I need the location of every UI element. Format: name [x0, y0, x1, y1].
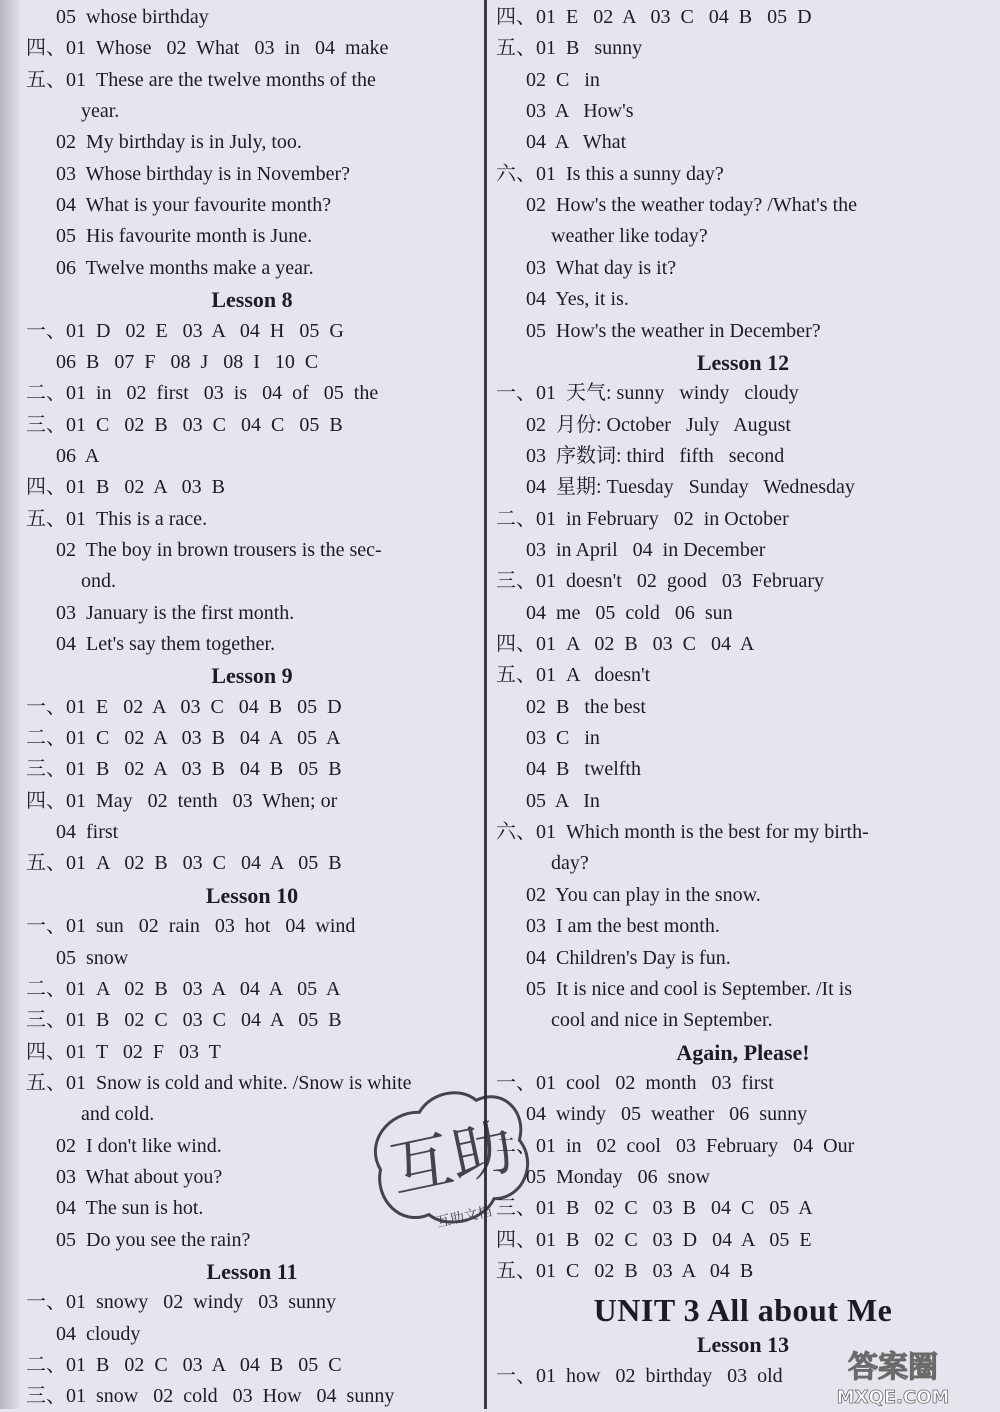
answer-line: 五、01 C 02 B 03 A 04 B — [496, 1260, 754, 1282]
stamp-subtext: 互助文档 — [435, 1203, 494, 1231]
answer-line: 04 Yes, it is. — [496, 288, 629, 311]
answer-line: 04 Let's say them together. — [26, 633, 276, 655]
answer-line: 一、01 sun 02 rain 03 hot 04 wind — [26, 915, 356, 938]
answer-line: 02 My birthday is in July, too. — [26, 131, 302, 154]
answer-line: 二、01 in 02 cool 03 February 04 Our — [496, 1134, 855, 1157]
answer-line: 03 What day is it? — [496, 256, 677, 279]
answer-line: 四、01 B 02 C 03 D 04 A 05 E — [496, 1228, 812, 1251]
answer-line: year. — [26, 100, 120, 123]
answer-line: 四、01 T 02 F 03 T — [26, 1040, 221, 1063]
answer-line: 06 Twelve months make a year. — [26, 256, 314, 279]
answer-line: 02 C in — [496, 68, 600, 91]
answer-line: 02 月份: October July August — [496, 413, 791, 436]
answer-line: 二、01 A 02 B 03 A 04 A 05 A — [26, 977, 341, 1000]
answer-line: 05 His favourite month is June. — [26, 225, 313, 248]
answer-line: 六、01 Which month is the best for my birth- — [496, 821, 869, 844]
answer-line: 五、01 This is a race. — [26, 507, 208, 530]
answer-line: 04 cloudy — [26, 1322, 141, 1345]
lesson-heading: Lesson 13 — [696, 1332, 790, 1358]
answer-line: 05 A In — [496, 789, 600, 812]
answer-line: 一、01 D 02 E 03 A 04 H 05 G — [26, 319, 344, 342]
lesson-heading: Again, Please! — [676, 1039, 810, 1065]
answer-line: 05 Do you see the rain? — [26, 1228, 251, 1251]
answer-line: and cold. — [26, 1103, 155, 1126]
stamp-text: 互助 — [383, 1109, 520, 1207]
answer-line: 03 January is the first month. — [26, 601, 295, 624]
answer-line: 三、01 C 02 B 03 C 04 C 05 B — [26, 413, 343, 436]
answer-line: 二、01 C 02 A 03 B 04 A 05 A — [26, 727, 341, 750]
answer-line: 04 Children's Day is fun. — [496, 946, 731, 969]
answer-line: 三、01 B 02 C 03 C 04 A 05 B — [26, 1009, 342, 1032]
answer-line: 三、01 snow 02 cold 03 How 04 sunny — [26, 1385, 395, 1408]
answer-line: 06 A — [26, 444, 100, 467]
answer-line: 一、01 E 02 A 03 C 04 B 05 D — [26, 695, 342, 718]
answer-line: 三、01 B 02 A 03 B 04 B 05 B — [26, 758, 342, 781]
answer-line: cool and nice in September. — [496, 1009, 773, 1032]
lesson-heading: Lesson 8 — [211, 287, 293, 313]
answer-line: 四、01 B 02 A 03 B — [26, 476, 225, 499]
answer-line: 六、01 Is this a sunny day? — [496, 162, 724, 185]
answer-line: 四、01 E 02 A 03 C 04 B 05 D — [496, 6, 812, 28]
page-edge — [0, 0, 22, 1409]
watermark-url: MXQE.COM — [836, 1387, 950, 1408]
answer-line: 03 I am the best month. — [496, 915, 720, 938]
answer-line: 02 B the best — [496, 695, 646, 718]
answer-line: 04 B twelfth — [496, 758, 641, 781]
answer-line: 05 How's the weather in December? — [496, 319, 821, 342]
answer-line: 四、01 May 02 tenth 03 When; or — [26, 789, 338, 812]
answer-line: day? — [496, 852, 589, 875]
answer-line: weather like today? — [496, 225, 708, 248]
answer-line: 04 windy 05 weather 06 sunny — [496, 1103, 808, 1126]
answer-line: 五、01 A doesn't — [496, 664, 651, 687]
watermark-text: 答案圈 — [848, 1350, 938, 1385]
answer-line: 四、01 Whose 02 What 03 in 04 make — [26, 37, 389, 60]
answer-line: 05 Monday 06 snow — [496, 1165, 710, 1188]
answer-line: 一、01 how 02 birthday 03 old — [496, 1364, 783, 1387]
lesson-heading: Lesson 11 — [206, 1259, 298, 1284]
answer-line: 五、01 These are the twelve months of the — [26, 68, 376, 91]
answer-line: 02 You can play in the snow. — [496, 883, 761, 906]
answer-line: 03 What about you? — [26, 1165, 223, 1188]
answer-line: 04 me 05 cold 06 sun — [496, 601, 733, 624]
answer-line: 03 Whose birthday is in November? — [26, 162, 351, 185]
lesson-heading: Lesson 12 — [696, 349, 790, 375]
answer-line: 二、01 B 02 C 03 A 04 B 05 C — [26, 1354, 342, 1377]
answer-line: 05 snow — [26, 946, 129, 969]
answer-line: 04 What is your favourite month? — [26, 194, 332, 217]
answer-line: ond. — [26, 570, 116, 593]
answer-line: 03 序数词: third fifth second — [496, 444, 785, 467]
answer-line: 三、01 B 02 C 03 B 04 C 05 A — [496, 1197, 813, 1220]
answer-line: 五、01 Snow is cold and white. /Snow is white — [26, 1071, 412, 1094]
answer-line: 一、01 cool 02 month 03 first — [496, 1071, 774, 1094]
answer-line: 03 C in — [496, 727, 600, 750]
answer-line: 03 in April 04 in December — [496, 538, 766, 561]
answer-line: 三、01 doesn't 02 good 03 February — [496, 570, 825, 593]
column-divider — [484, 0, 487, 1409]
answer-line: 二、01 in 02 first 03 is 04 of 05 the — [26, 382, 379, 405]
answer-line: 04 星期: Tuesday Sunday Wednesday — [496, 476, 855, 499]
answer-line: 04 The sun is hot. — [26, 1197, 204, 1220]
answer-line: 五、01 A 02 B 03 C 04 A 05 B — [26, 852, 342, 875]
answer-line: 二、01 in February 02 in October — [496, 507, 789, 530]
lesson-heading: Lesson 10 — [205, 882, 299, 908]
answer-line: 05 It is nice and cool is September. /It is — [496, 977, 853, 1000]
answer-line: 04 first — [26, 821, 119, 844]
answer-line: 06 B 07 F 08 J 08 I 10 C — [26, 350, 319, 373]
answer-line: 02 The boy in brown trousers is the sec- — [26, 538, 382, 561]
answer-line: 04 A What — [496, 131, 627, 154]
answer-line: 四、01 A 02 B 03 C 04 A — [496, 633, 755, 655]
answer-line: 五、01 B sunny — [496, 37, 643, 60]
answer-line: 02 How's the weather today? /What's the — [496, 194, 857, 217]
answer-line: 一、01 天气: sunny windy cloudy — [496, 382, 799, 405]
lesson-heading: Lesson 9 — [211, 663, 293, 689]
unit-heading: UNIT 3 All about Me — [593, 1292, 893, 1329]
answer-line: 03 A How's — [496, 100, 634, 123]
answer-line: 一、01 snowy 02 windy 03 sunny — [26, 1291, 337, 1314]
answer-line: 02 I don't like wind. — [26, 1134, 222, 1157]
answer-line: 05 whose birthday — [26, 6, 209, 28]
